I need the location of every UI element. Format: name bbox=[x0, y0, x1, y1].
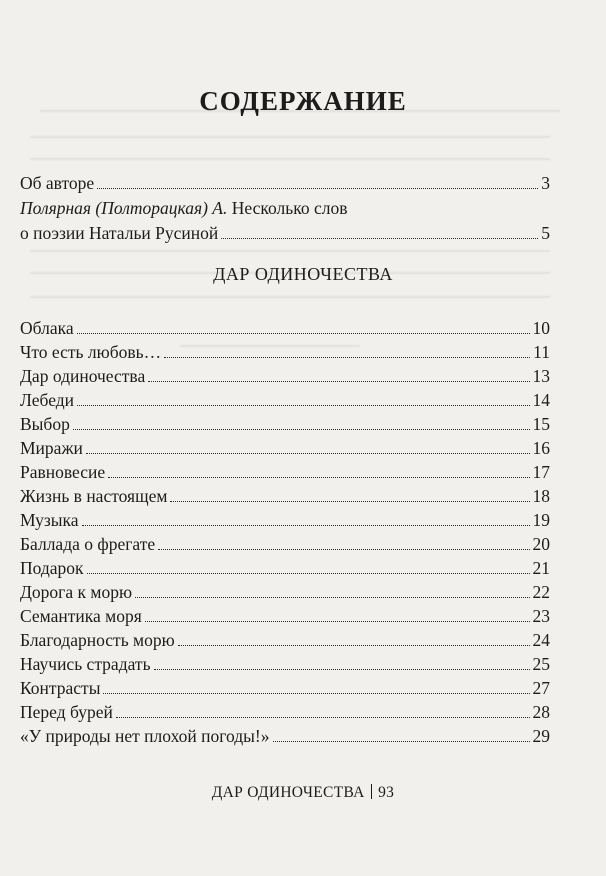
toc-entry-label: Равновесие bbox=[20, 462, 106, 482]
dot-leader bbox=[108, 476, 529, 478]
essay-author: Полярная (Полторацкая) А. bbox=[20, 198, 228, 218]
dot-leader bbox=[178, 644, 530, 646]
toc-entry[interactable] bbox=[20, 532, 550, 556]
bleed-through-texture bbox=[30, 136, 550, 138]
essay-title-part2: о поэзии Натальи Русиной bbox=[20, 223, 219, 243]
dot-leader bbox=[135, 596, 529, 598]
dot-leader bbox=[145, 620, 530, 622]
dot-leader bbox=[77, 332, 530, 334]
toc-entry[interactable] bbox=[20, 652, 550, 676]
toc-entry[interactable] bbox=[20, 436, 550, 460]
toc-entry-page: 11 bbox=[533, 342, 550, 362]
toc-entry-page: 17 bbox=[532, 462, 550, 482]
toc-entry[interactable] bbox=[20, 604, 550, 628]
toc-entry-page: 3 bbox=[541, 173, 550, 193]
toc-entry[interactable] bbox=[20, 340, 550, 364]
toc-entry-label: Баллада о фрегате bbox=[20, 534, 156, 554]
toc-entry[interactable] bbox=[20, 508, 550, 532]
toc-entry-page: 27 bbox=[532, 678, 550, 698]
section-heading: ДАР ОДИНОЧЕСТВА bbox=[213, 264, 393, 284]
toc-entry[interactable] bbox=[20, 676, 550, 700]
toc-entry-label: Миражи bbox=[20, 438, 83, 458]
toc-entry[interactable] bbox=[20, 724, 550, 748]
toc-entry-label: Дар одиночества bbox=[20, 366, 146, 386]
dot-leader bbox=[103, 692, 529, 694]
toc-entry-page: 13 bbox=[532, 366, 550, 386]
toc-entry-essay-line2[interactable] bbox=[20, 221, 550, 245]
toc-entry[interactable] bbox=[20, 556, 550, 580]
dot-leader bbox=[148, 380, 529, 382]
bleed-through-texture bbox=[30, 250, 550, 252]
dot-leader bbox=[221, 237, 538, 239]
essay-title-part1: Несколько слов bbox=[227, 198, 348, 218]
toc-entry-label: Семантика моря bbox=[20, 606, 142, 626]
dot-leader bbox=[87, 572, 530, 574]
toc-entry-page: 22 bbox=[532, 582, 550, 602]
toc-entry-label: Что есть любовь… bbox=[20, 342, 162, 362]
toc-entry-page: 23 bbox=[532, 606, 550, 626]
dot-leader bbox=[73, 428, 530, 430]
toc-entry-page: 15 bbox=[532, 414, 550, 434]
toc-entry-page: 20 bbox=[532, 534, 550, 554]
toc-entry-page: 5 bbox=[541, 223, 550, 243]
toc-entry[interactable] bbox=[20, 700, 550, 724]
toc-entry[interactable] bbox=[20, 412, 550, 436]
toc-entry-page: 18 bbox=[532, 486, 550, 506]
toc-entry-label: Подарок bbox=[20, 558, 84, 578]
toc-entry[interactable] bbox=[20, 316, 550, 340]
toc-entry-page: 16 bbox=[532, 438, 550, 458]
toc-entry[interactable] bbox=[20, 364, 550, 388]
toc-entry-essay-line1[interactable] bbox=[20, 196, 347, 220]
toc-entry-label: Лебеди bbox=[20, 390, 74, 410]
bleed-through-texture bbox=[30, 296, 550, 298]
dot-leader bbox=[77, 404, 530, 406]
toc-entry-label: Научись страдать bbox=[20, 654, 151, 674]
toc-entry[interactable] bbox=[20, 628, 550, 652]
dot-leader bbox=[164, 356, 530, 358]
dot-leader bbox=[273, 740, 530, 742]
toc-entry-label: Об авторе bbox=[20, 173, 95, 193]
running-title: ДАР ОДИНОЧЕСТВА bbox=[211, 784, 365, 801]
page-number: 93 bbox=[378, 784, 395, 801]
dot-leader bbox=[116, 716, 530, 718]
dot-leader bbox=[82, 524, 530, 526]
toc-entry-label: Выбор bbox=[20, 414, 70, 434]
toc-entry-page: 10 bbox=[532, 318, 550, 338]
toc-entry-label: «У природы нет плохой погоды!» bbox=[20, 726, 270, 746]
dot-leader bbox=[86, 452, 530, 454]
dot-leader bbox=[154, 668, 530, 670]
toc-entry-page: 14 bbox=[532, 390, 550, 410]
toc-entry-label: Перед бурей bbox=[20, 702, 113, 722]
toc-entry-page: 29 bbox=[532, 726, 550, 746]
toc-entry-page: 28 bbox=[532, 702, 550, 722]
toc-entry-label: Облака bbox=[20, 318, 74, 338]
dot-leader bbox=[170, 500, 529, 502]
toc-entry-page: 24 bbox=[532, 630, 550, 650]
page-title: СОДЕРЖАНИЕ bbox=[199, 86, 407, 116]
toc-entry-page: 21 bbox=[532, 558, 550, 578]
toc-entry[interactable] bbox=[20, 484, 550, 508]
toc-entry-label: Контрасты bbox=[20, 678, 101, 698]
toc-entry[interactable] bbox=[20, 460, 550, 484]
toc-entry-label: Дорога к морю bbox=[20, 582, 133, 602]
bleed-through-texture bbox=[30, 158, 550, 160]
page-footer bbox=[0, 784, 606, 802]
dot-leader bbox=[158, 548, 529, 550]
toc-entry-label: Музыка bbox=[20, 510, 79, 530]
toc-entry-page: 25 bbox=[532, 654, 550, 674]
toc-entry-label: Благодарность морю bbox=[20, 630, 175, 650]
toc-entry[interactable] bbox=[20, 388, 550, 412]
toc-entry-about-author[interactable] bbox=[20, 171, 550, 195]
toc-entry-label: Жизнь в настоящем bbox=[20, 486, 168, 506]
toc-entry-page: 19 bbox=[532, 510, 550, 530]
footer-separator bbox=[371, 784, 373, 799]
toc-entry[interactable] bbox=[20, 580, 550, 604]
dot-leader bbox=[97, 187, 538, 189]
